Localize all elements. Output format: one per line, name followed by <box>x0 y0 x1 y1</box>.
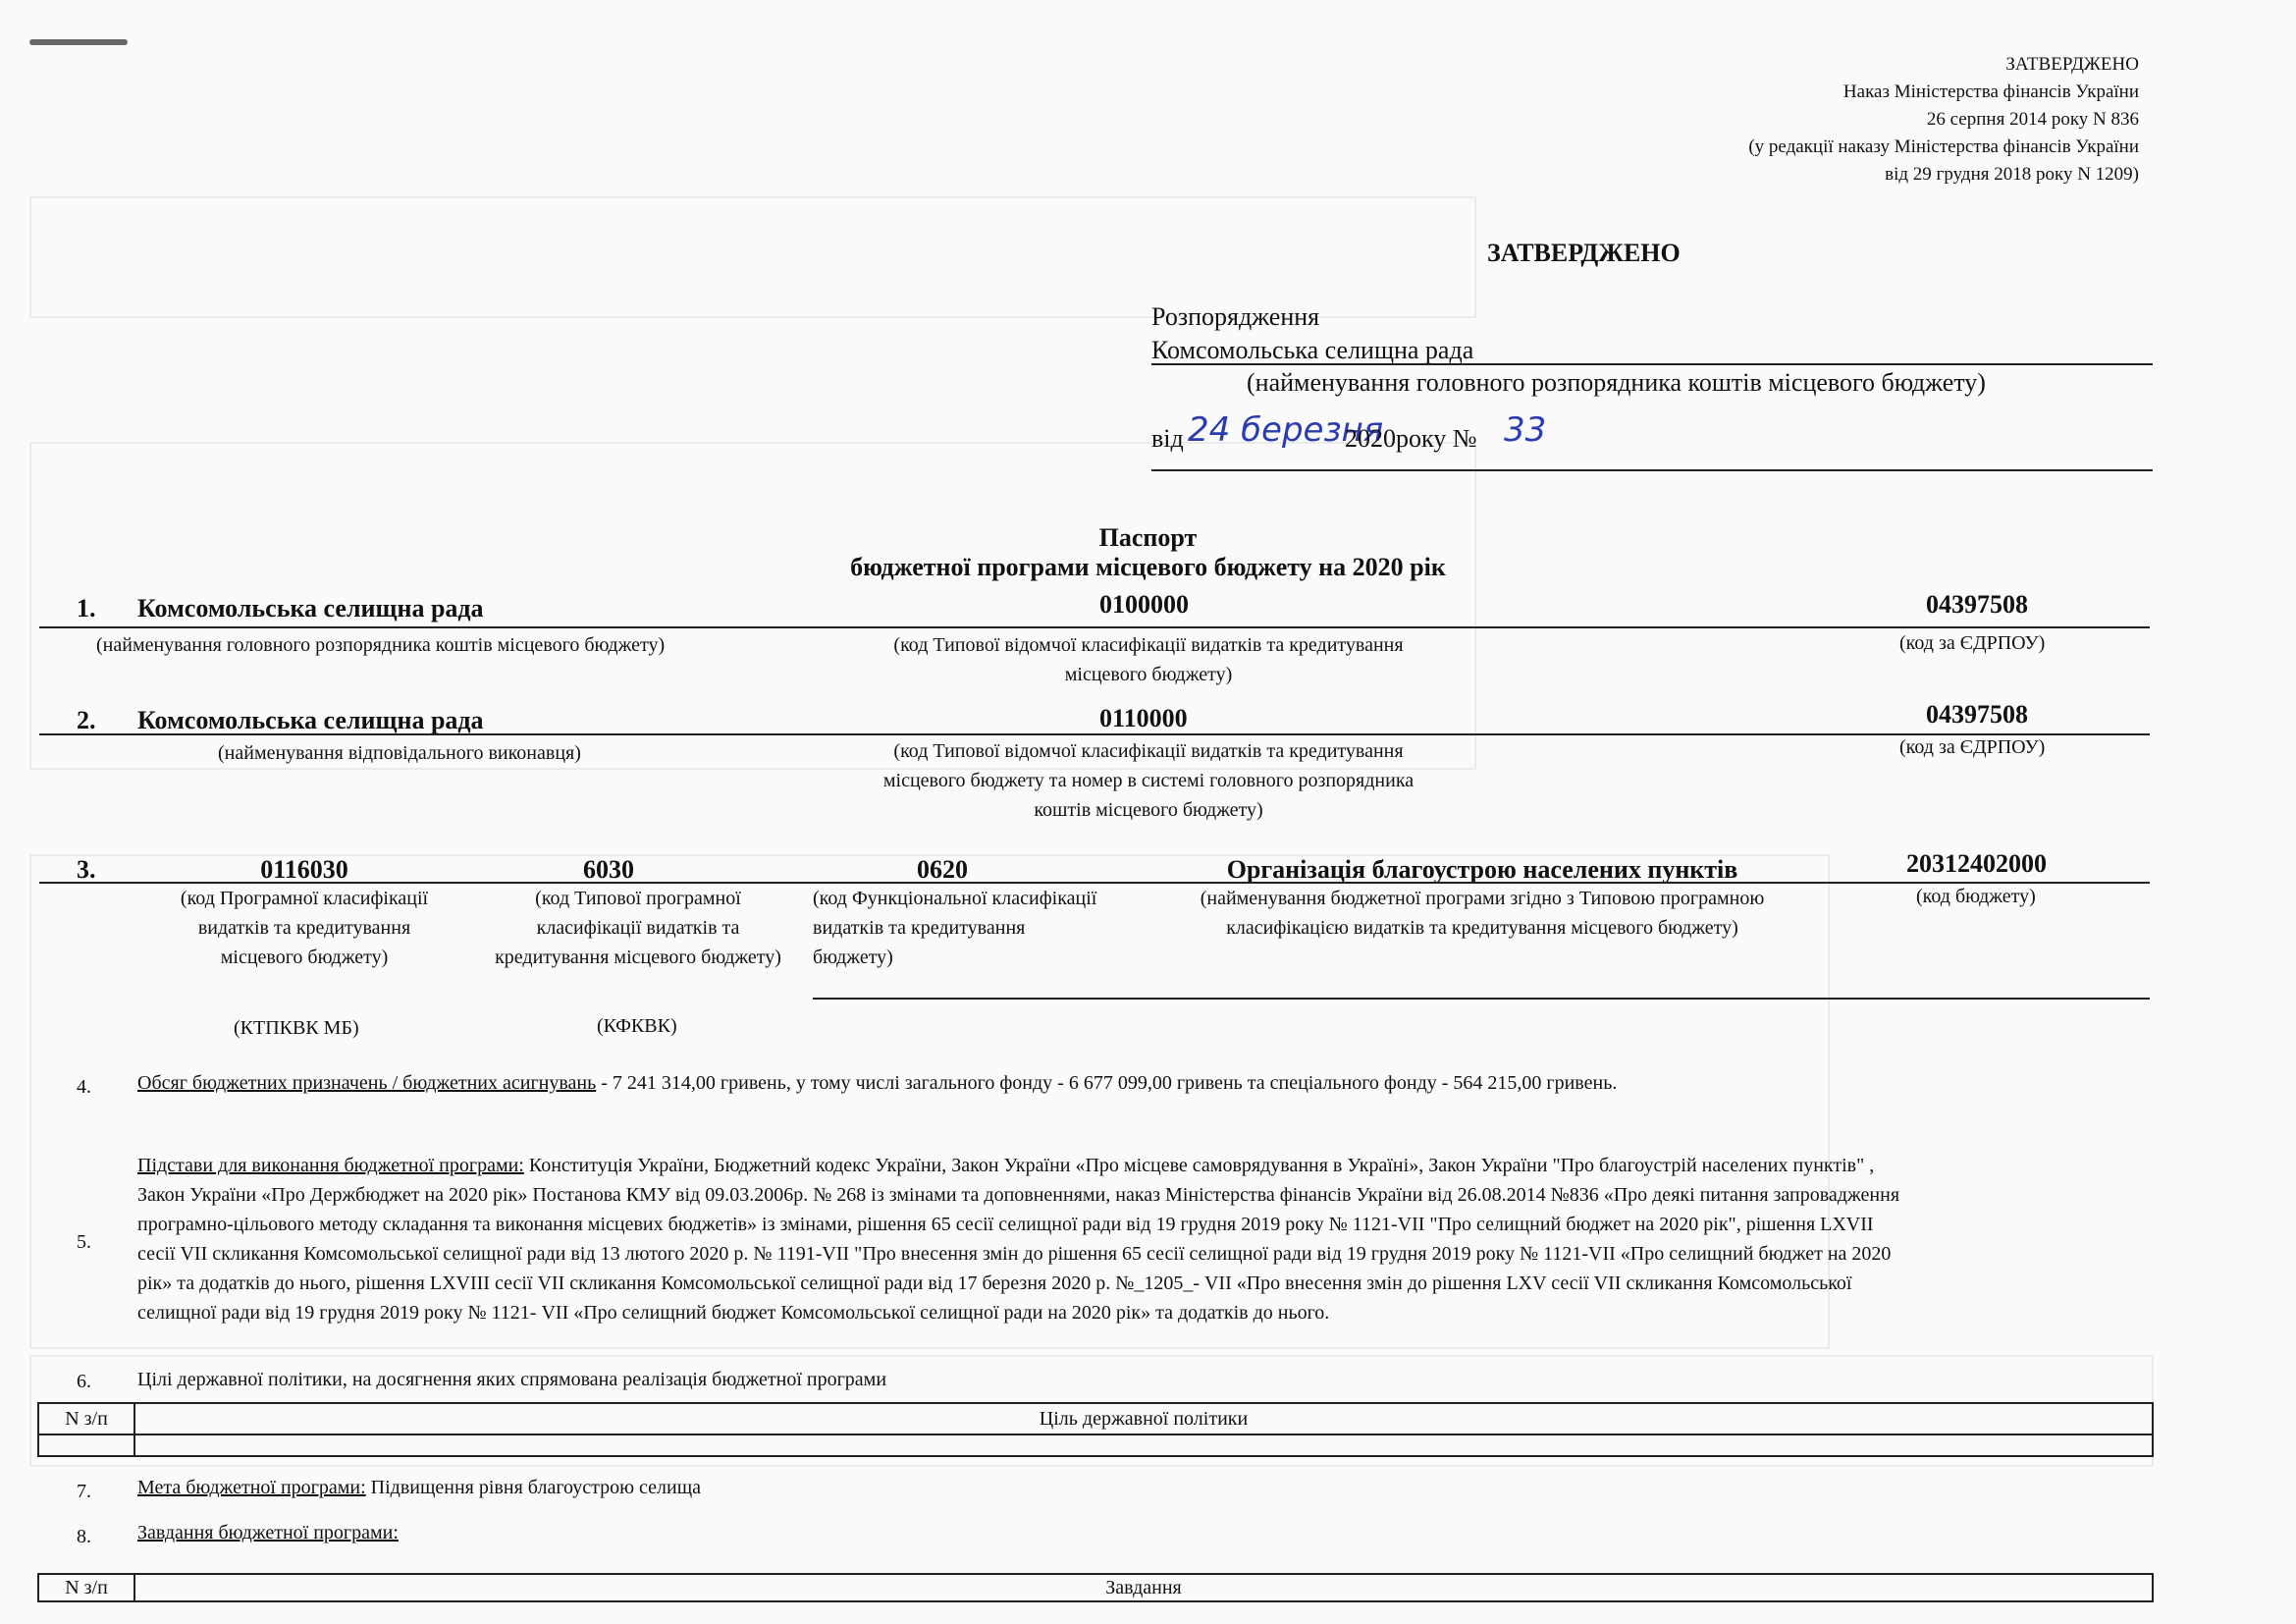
scan-artifact <box>29 39 128 45</box>
approval-date-prefix: від <box>1151 424 1184 453</box>
approval-top-line2: 26 серпня 2014 року N 836 <box>1926 109 2139 130</box>
section7-number: 7. <box>77 1481 91 1502</box>
section5-label: Підстави для виконання бюджетної програми: <box>137 1155 524 1176</box>
table-cell <box>134 1435 2153 1456</box>
section5-line6: селищної ради від 19 грудня 2019 року № 1121- VII «Про селищний бюджет Комсомольської селищної ради на 2020 рік» та додатків до нього. <box>137 1302 1330 1324</box>
goals-col-goal: Ціль державної політики <box>134 1403 2153 1435</box>
approval-top-line1: Наказ Міністерства фінансів України <box>1842 81 2139 102</box>
section3-caption-fkvk <box>813 884 1147 972</box>
table-row <box>38 1574 2153 1601</box>
passport-subtitle: бюджетної програми місцевого бюджету на 2020 рік <box>850 553 1446 581</box>
caption-line: місцевого бюджету) <box>1064 664 1233 685</box>
section3-caption-ktpkvk <box>147 884 461 972</box>
section2-number: 2. <box>77 706 96 734</box>
tasks-col-num: N з/п <box>38 1574 134 1601</box>
approval-year-text: 2020року № <box>1345 424 1477 453</box>
section1-caption-edrpou: (код за ЄДРПОУ) <box>1899 632 2046 654</box>
section3-caption-budget-code: (код бюджету) <box>1916 886 2036 907</box>
approval-organization: Комсомольська селищна рада <box>1151 336 1474 364</box>
tasks-table <box>37 1573 2154 1602</box>
caption-line: (найменування бюджетної програми згідно з Типовою програмною <box>1200 888 1765 909</box>
caption-line: бюджету) <box>813 947 893 968</box>
section4-label: Обсяг бюджетних призначень / бюджетних асигнувань <box>137 1072 597 1094</box>
table-row <box>38 1435 2153 1456</box>
caption-line: видатків та кредитування <box>197 917 411 939</box>
section7-label: Мета бюджетної програми: <box>137 1477 366 1498</box>
section7-value: Підвищення рівня благоустрою селища <box>365 1477 702 1498</box>
caption-line: (код Типової відомчої класифікації видатків та кредитування <box>893 634 1404 656</box>
approval-top-block <box>1452 51 2139 189</box>
caption-line: класифікацією видатків та кредитування місцевого бюджету) <box>1226 917 1738 939</box>
section3-abbr-kfkvk: (КФКВК) <box>597 1015 677 1037</box>
section2-caption-code <box>805 736 1492 825</box>
section3-abbr-ktpkvk: (КТПКВК МБ) <box>234 1017 359 1039</box>
caption-line: (код Програмної класифікації <box>180 888 429 909</box>
section6-text: Цілі державної політики, на досягнення яких спрямована реалізація бюджетної програми <box>137 1369 887 1390</box>
section7-text <box>137 1473 701 1502</box>
section2-edrpou: 04397508 <box>1926 700 2028 729</box>
goals-col-num: N з/п <box>38 1403 134 1435</box>
section5-line2: Закон України «Про Держбюджет на 2020 рік» Постанова КМУ від 09.03.2006р. № 268 із змінами та доповненнями, наказ Міністерства фінансів України від 26.08.2014 №836 «Про деякі питання запровадження <box>137 1184 1900 1206</box>
tasks-col-task: Завдання <box>134 1574 2153 1601</box>
section5-line1: Конституція України, Бюджетний кодекс України, Закон України «Про місцеве самоврядування в Україні», Закон України "Про благоустрій населених пунктів" , <box>523 1155 1875 1176</box>
section2-code: 0110000 <box>1099 704 1188 732</box>
section1-code: 0100000 <box>1099 590 1189 619</box>
section5-line5: рік» та додатків до нього, рішення LXVIII сесії VII скликання Комсомольської селищної ради від 17 березня 2020 р. №_1205_- VII «Про внесення змін до рішення LXV сесії VII скликання Комсомольської <box>137 1272 1852 1294</box>
caption-line: кредитування місцевого бюджету) <box>495 947 781 968</box>
caption-line: коштів місцевого бюджету) <box>1034 799 1263 821</box>
section5-number: 5. <box>77 1231 91 1253</box>
section5-line4: сесії VII скликання Комсомольської селищної ради від 13 лютого 2020 р. № 1191-VII "Про внесення змін до рішення 65 сесії селищної ради від 19 грудня 2019 року № 1121-VII «Про селищний бюджет на 2020 <box>137 1243 1892 1265</box>
approval-main-heading: ЗАТВЕРДЖЕНО <box>1487 239 1681 267</box>
section2-caption-edrpou: (код за ЄДРПОУ) <box>1899 736 2046 758</box>
caption-line: класифікації видатків та <box>536 917 740 939</box>
section3-fkvk: 0620 <box>917 855 968 884</box>
goals-table <box>37 1402 2154 1457</box>
section1-edrpou: 04397508 <box>1926 590 2028 619</box>
section1-number: 1. <box>77 594 96 623</box>
approval-org-caption: (найменування головного розпорядника коштів місцевого бюджету) <box>1247 368 1986 397</box>
caption-line: (код Типової відомчої класифікації видатків та кредитування <box>893 740 1404 762</box>
section1-caption-code <box>805 630 1492 689</box>
section2-name: Комсомольська селищна рада <box>137 706 484 734</box>
section8-label: Завдання бюджетної програми: <box>137 1522 399 1543</box>
table-cell <box>38 1435 134 1456</box>
section3-program-name: Організація благоустрою населених пунктів <box>1226 855 1738 884</box>
section5-text <box>137 1151 1899 1327</box>
caption-line: (код Функціональної класифікації <box>813 888 1097 909</box>
caption-line: місцевого бюджету) <box>220 947 389 968</box>
approval-date-handwritten: 24 березня <box>1188 410 1384 450</box>
passport-title: Паспорт <box>1098 523 1198 552</box>
caption-line: видатків та кредитування <box>813 917 1026 939</box>
approval-doc-type: Розпорядження <box>1151 302 1320 331</box>
approval-top-line4: від 29 грудня 2018 року N 1209) <box>1885 164 2139 185</box>
section6-number: 6. <box>77 1371 91 1392</box>
section3-ktpkvk: 0116030 <box>260 855 348 884</box>
section3-number: 3. <box>77 855 96 884</box>
section3-tpkvk: 6030 <box>583 855 634 884</box>
section5-line3: програмно-цільового методу складання та виконання місцевих бюджетів» із змінами, рішення 65 сесії селищної ради від 19 грудня 2019 року № 1121-VII "Про селищний бюджет на 2020 рік", рішення LXVII <box>137 1214 1874 1235</box>
table-row <box>38 1403 2153 1435</box>
approval-top-heading: ЗАТВЕРДЖЕНО <box>2005 54 2139 75</box>
section1-caption-name: (найменування головного розпорядника коштів місцевого бюджету) <box>96 634 666 656</box>
section3-caption-tpkvk <box>471 884 805 972</box>
caption-line: (код Типової програмної <box>535 888 741 909</box>
section1-name: Комсомольська селищна рада <box>137 594 484 623</box>
section4-number: 4. <box>77 1076 91 1098</box>
caption-line: місцевого бюджету та номер в системі головного розпорядника <box>882 770 1415 791</box>
approval-number-handwritten: 33 <box>1504 410 1547 450</box>
section2-caption-name: (найменування відповідального виконавця) <box>218 742 581 764</box>
bleed-through-table <box>29 196 1476 318</box>
section4-value: - 7 241 314,00 гривень, у тому числі загального фонду - 6 677 099,00 гривень та спеціального фонду - 564 215,00 гривень. <box>596 1072 1618 1094</box>
approval-top-line3: (у редакції наказу Міністерства фінансів України <box>1748 136 2139 157</box>
section3-caption-program <box>1158 884 1806 943</box>
section8-number: 8. <box>77 1526 91 1547</box>
section4-text <box>137 1068 1617 1098</box>
section3-budget-code: 20312402000 <box>1906 849 2047 878</box>
